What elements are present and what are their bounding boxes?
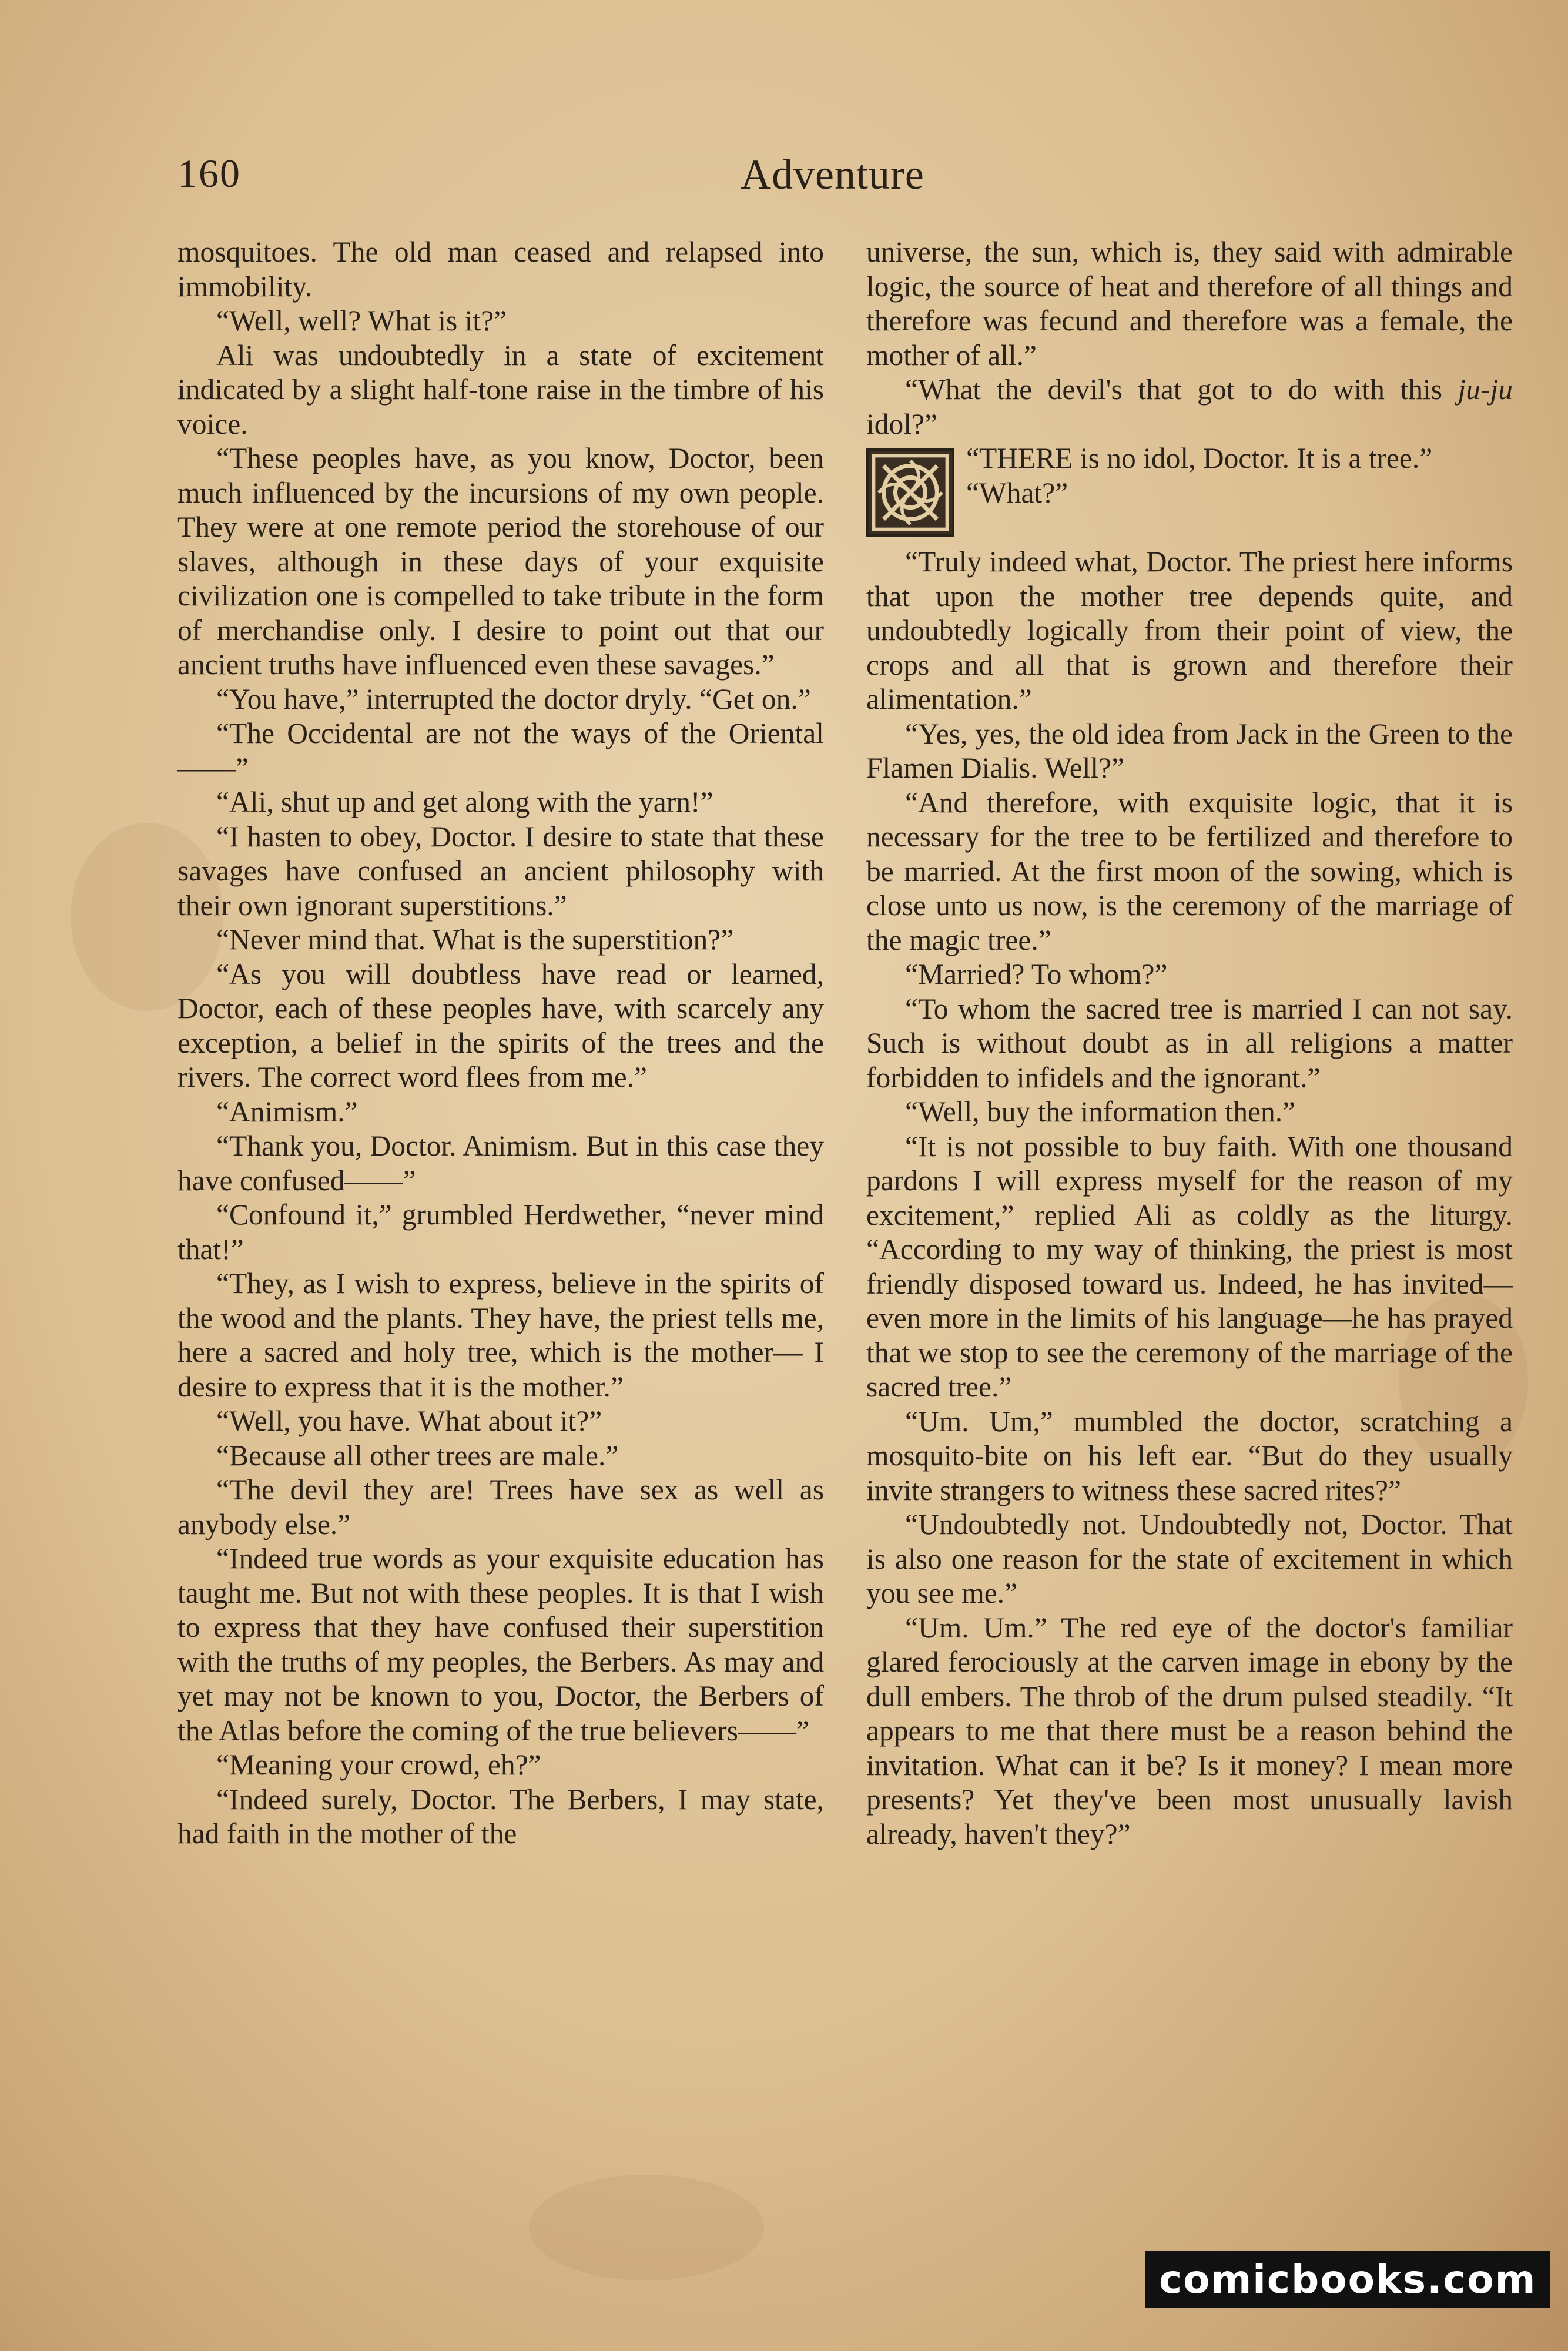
paragraph: “THERE is no idol, Doctor. It is a tree.”	[966, 442, 1433, 474]
paragraph: “You have,” interrupted the doctor dryly. “Get on.”	[216, 682, 811, 715]
paragraph: “Well, you have. What about it?”	[216, 1405, 602, 1437]
paragraph: “The devil they are! Trees have sex as well as anybody else.”	[177, 1473, 824, 1540]
paragraph: “Thank you, Doctor. Animism. But in this case they have confused——”	[177, 1130, 824, 1197]
paragraph: “I hasten to obey, Doctor. I desire to state that these savages have confused an ancient philosophy with their own ignorant superstitions.”	[177, 820, 824, 922]
paragraph: “It is not possible to buy faith. With one thousand pardons I will express myself for the reason of my excitement,” replied Ali as coldly as the liturgy. “According to my way of thinking, the priest is most friendly disposed toward us. Indeed, he has invited—even more in the limits of his language—he has prayed that we stop to see the ceremony of the marriage of the sacred tree.”	[866, 1130, 1513, 1403]
paragraph: Ali was undoubtedly in a state of excitement indicated by a slight half-tone raise in the timbre of his voice.	[177, 339, 824, 440]
paragraph: “Well, well? What is it?”	[216, 304, 507, 337]
knot-graphic	[869, 451, 952, 534]
paragraph: “Indeed surely, Doctor. The Berbers, I may state, had faith in the mother of the	[177, 1783, 824, 1850]
watermark-label: comicbooks.com	[1145, 2251, 1550, 2308]
left-column	[177, 235, 824, 1851]
celtic-knot-ornament-icon	[866, 448, 954, 537]
paragraph: mosquitoes. The old man ceased and relapsed into immobility.	[177, 236, 824, 303]
text-run: idol?”	[866, 407, 937, 440]
paragraph: “What?”	[966, 476, 1068, 509]
paper-stain	[529, 2175, 764, 2280]
paragraph: “Meaning your crowd, eh?”	[216, 1749, 541, 1781]
paragraph: “Undoubtedly not. Undoubtedly not, Doctor. That is also one reason for the state of excitement in which you see me.”	[866, 1508, 1513, 1609]
paragraph: universe, the sun, which is, they said with admirable logic, the source of heat and therefore of all things and therefore was fecund and therefore was a female, the mother of all.”	[866, 236, 1513, 371]
text-run: “What the devil's that got to do with this	[905, 373, 1458, 406]
paragraph: “Married? To whom?”	[905, 958, 1168, 990]
paragraph: “Um. Um,” mumbled the doctor, scratching a mosquito-bite on his left ear. “But do they usually invite strangers to witness these sacred rites?”	[866, 1405, 1513, 1506]
page-number: 160	[177, 151, 241, 196]
paragraph: “They, as I wish to express, believe in the spirits of the wood and the plants. They have, the priest tells me, here a sacred and holy tree, which is the mother— I desire to express that it is the mother.”	[177, 1267, 824, 1403]
ornamental-initial-block	[866, 441, 1513, 545]
paragraph: “Never mind that. What is the superstition?”	[216, 923, 734, 956]
paragraph: “Confound it,” grumbled Herdwether, “never mind that!”	[177, 1198, 824, 1265]
paragraph: “To whom the sacred tree is married I can not say. Such is without doubt as in all religions a matter forbidden to infidels and the ignorant.”	[866, 992, 1513, 1094]
right-column	[866, 235, 1513, 1851]
italic-word: ju-ju	[1458, 373, 1513, 406]
paragraph: “Animism.”	[216, 1095, 358, 1128]
paragraph	[866, 373, 1513, 441]
paragraph: “Yes, yes, the old idea from Jack in the Green to the Flamen Dialis. Well?”	[866, 717, 1513, 784]
paragraph: “The Occidental are not the ways of the Oriental——”	[177, 717, 824, 784]
running-title: Adventure	[741, 151, 924, 198]
paragraph: “And therefore, with exquisite logic, that it is necessary for the tree to be fertilized and therefore to be married. At the first moon of the sowing, which is close unto us now, is the ceremony of the marriage of the magic tree.”	[866, 786, 1513, 956]
paragraph: “Indeed true words as your exquisite education has taught me. But not with these peoples. It is that I wish to express that they have confused their superstition with the truths of my peoples, the Berbers. As may and yet may not be known to you, Doctor, the Berbers of the Atlas before the coming of the true believers——”	[177, 1542, 824, 1747]
paragraph: “As you will doubtless have read or learned, Doctor, each of these peoples have, with scarcely any exception, a belief in the spirits of the trees and the rivers. The correct word flees from me.”	[177, 957, 824, 1093]
paragraph: “Um. Um.” The red eye of the doctor's familiar glared ferociously at the carven image in ebony by the dull embers. The throb of the drum pulsed steadily. “It appears to me that there must be a reason behind the invitation. What can it be? Is it money? I mean more presents? Yet they've been most unusually lavish already, haven't they?”	[866, 1611, 1513, 1850]
paragraph: “Well, buy the information then.”	[905, 1096, 1296, 1128]
paragraph: “Because all other trees are male.”	[216, 1439, 619, 1472]
paragraph: “These peoples have, as you know, Doctor, been much influenced by the incursions of my own people. They were at one remote period the storehouse of our slaves, although in these days of your exquisite civilization one is compelled to take tribute in the form of merchandise only. I desire to point out that our ancient truths have influenced even these savages.”	[177, 442, 824, 681]
paragraph: “Truly indeed what, Doctor. The priest here informs that upon the mother tree depends quite, and undoubtedly logically from their point of view, the crops and all that is grown and therefore their alimentation.”	[866, 545, 1513, 715]
paragraph: “Ali, shut up and get along with the yarn!”	[216, 786, 713, 818]
